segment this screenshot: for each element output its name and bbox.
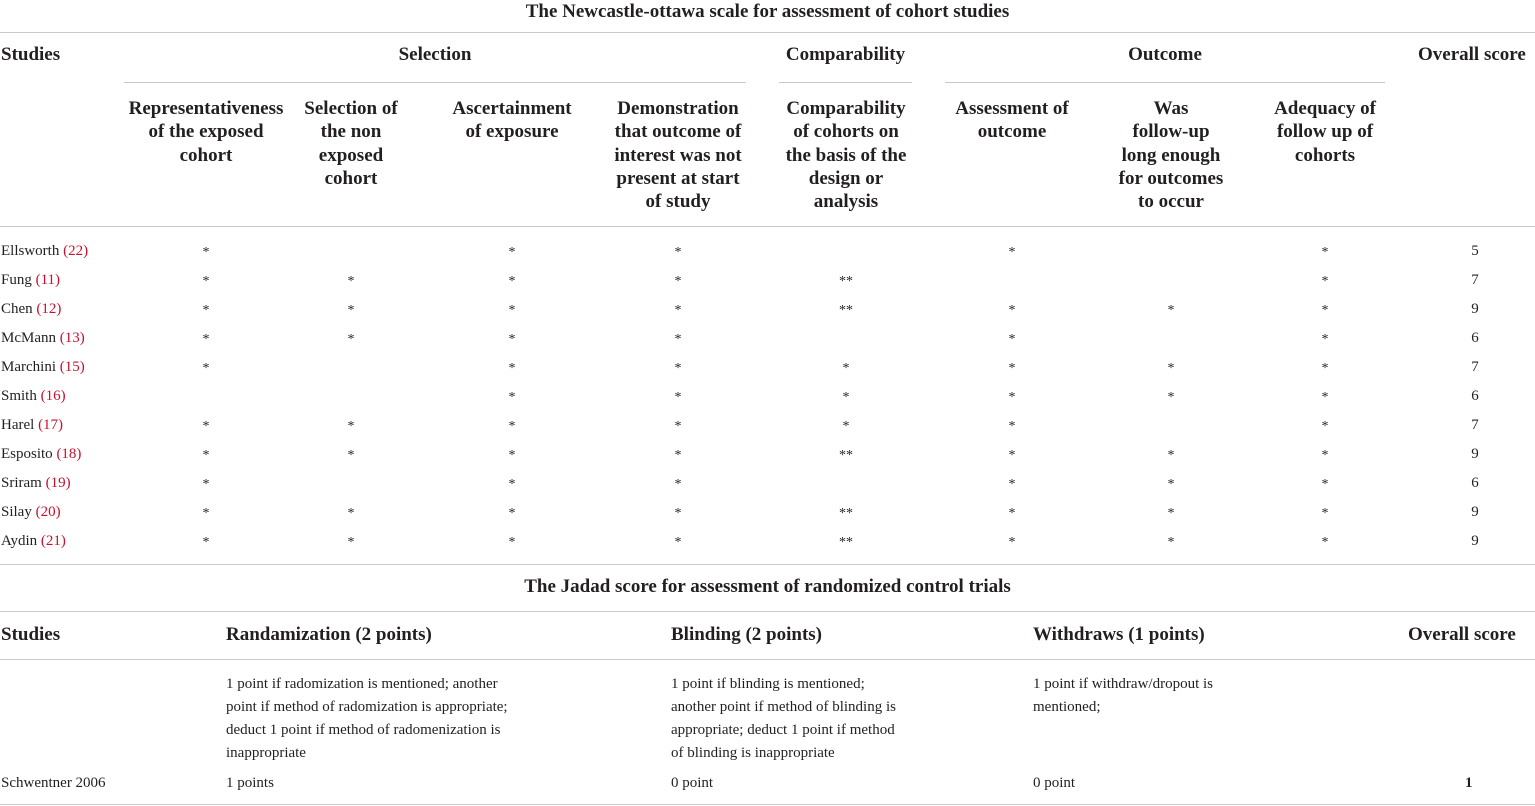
overall-score: 6 <box>1471 330 1479 346</box>
study-author: Ellsworth <box>1 243 60 259</box>
column-header-line: Adequacy of <box>1274 98 1376 119</box>
study-name <box>1 300 61 318</box>
rating-star: * <box>508 303 516 318</box>
study-author: Smith <box>1 388 37 404</box>
column-header-line: of the exposed <box>148 121 264 143</box>
rating-star: * <box>1008 448 1016 463</box>
rating-star: * <box>1008 332 1016 347</box>
rating-star: * <box>347 303 355 318</box>
overall-score: 6 <box>1471 388 1479 404</box>
rating-star: * <box>1008 361 1016 376</box>
study-name <box>1 329 85 347</box>
table-row <box>0 387 1535 416</box>
rating-star: * <box>842 361 850 376</box>
rating-star: * <box>508 419 516 434</box>
criteria-line: point if method of radomization is appropriate; <box>226 699 508 715</box>
column-header <box>129 97 284 167</box>
rating-star: * <box>508 477 516 492</box>
rating-star: * <box>1008 477 1016 492</box>
rating-star: * <box>1167 303 1175 318</box>
nos-overall-score-header: Overall score <box>1418 44 1526 65</box>
rating-star: * <box>842 419 850 434</box>
rating-star: * <box>1321 506 1329 521</box>
nos-table-title: The Newcastle-ottawa scale for assessment of cohort studies <box>525 1 1010 22</box>
rating-star: * <box>508 361 516 376</box>
overall-score: 6 <box>1471 475 1479 491</box>
jadad-randomization-value: 1 points <box>226 775 274 791</box>
column-header-line: design or <box>808 167 884 189</box>
rating-star: * <box>1321 245 1329 260</box>
rating-star: * <box>1321 303 1329 318</box>
rating-star: * <box>674 274 682 289</box>
rating-star: * <box>202 506 210 521</box>
reference-link[interactable]: (12) <box>36 301 62 317</box>
study-name <box>1 416 63 434</box>
divider <box>0 32 1535 33</box>
study-name <box>1 474 71 492</box>
study-author: Silay <box>1 504 32 520</box>
rating-star: * <box>1008 506 1016 521</box>
criteria-line: 1 point if blinding is mentioned; <box>671 676 865 692</box>
column-header-line: Selection of <box>304 98 398 119</box>
group-underline-outcome <box>945 82 1385 83</box>
rating-star: * <box>1321 477 1329 492</box>
rating-star: * <box>508 274 516 289</box>
column-header-line: cohort <box>179 144 233 166</box>
study-name <box>1 242 88 260</box>
column-header-line: analysis <box>813 191 879 213</box>
column-header-line: Was <box>1153 98 1189 119</box>
column-header-line: outcome <box>977 121 1047 143</box>
criteria-line: appropriate; deduct 1 point if method <box>671 722 895 738</box>
table-row <box>0 358 1535 387</box>
overall-score: 5 <box>1471 243 1479 259</box>
jadad-table-title: The Jadad score for assessment of randomized control trials <box>524 576 1011 597</box>
rating-star: * <box>1008 390 1016 405</box>
nos-studies-header: Studies <box>1 44 61 65</box>
rating-star: * <box>674 332 682 347</box>
group-header-comparability: Comparability <box>785 44 906 65</box>
rating-star: * <box>347 506 355 521</box>
rating-star: * <box>1321 361 1329 376</box>
study-name <box>1 387 66 405</box>
rating-star: * <box>1321 419 1329 434</box>
jadad-blinding-header: Blinding (2 points) <box>671 624 822 645</box>
study-author: Sriram <box>1 475 42 491</box>
rating-star: * <box>1167 477 1175 492</box>
study-author: Harel <box>1 417 35 433</box>
column-header-line: to occur <box>1138 191 1204 213</box>
jadad-overall-score-header: Overall score <box>1408 624 1516 645</box>
study-author: McMann <box>1 330 56 346</box>
column-header-line: cohorts <box>1294 144 1356 166</box>
table-row <box>0 416 1535 445</box>
reference-link[interactable]: (11) <box>35 272 61 288</box>
group-header-selection: Selection <box>398 44 472 65</box>
rating-star: * <box>202 274 210 289</box>
reference-link[interactable]: (13) <box>59 330 85 346</box>
column-header-line: exposed <box>318 144 384 166</box>
withdraws-criteria <box>1033 673 1213 719</box>
rating-star: * <box>202 332 210 347</box>
criteria-line: of blinding is inappropriate <box>671 745 835 761</box>
table-row <box>0 532 1535 561</box>
rating-star: * <box>202 361 210 376</box>
column-header <box>614 97 741 213</box>
column-header <box>304 97 397 190</box>
rating-star: * <box>347 274 355 289</box>
column-header-line: for outcomes <box>1118 167 1224 189</box>
rating-star: ** <box>839 506 853 521</box>
criteria-line: inappropriate <box>226 745 306 761</box>
table-row <box>0 271 1535 300</box>
rating-star: * <box>842 390 850 405</box>
rating-star: * <box>674 303 682 318</box>
column-header-line: Comparability <box>786 98 906 119</box>
study-name <box>1 532 66 550</box>
column-header-line: Ascertainment <box>452 98 572 119</box>
rating-star: * <box>202 419 210 434</box>
column-header-line: the non <box>320 121 382 143</box>
rating-star: * <box>508 245 516 260</box>
reference-link[interactable]: (20) <box>35 504 61 520</box>
criteria-line: mentioned; <box>1033 699 1101 715</box>
divider <box>0 564 1535 565</box>
column-header <box>786 97 907 213</box>
rating-star: * <box>674 390 682 405</box>
rating-star: * <box>674 477 682 492</box>
table-row <box>0 300 1535 329</box>
criteria-line: 1 point if withdraw/dropout is <box>1033 676 1213 692</box>
divider <box>0 804 1535 805</box>
rating-star: ** <box>839 303 853 318</box>
reference-link[interactable]: (15) <box>59 359 85 375</box>
column-header <box>1119 97 1224 213</box>
rating-star: ** <box>839 448 853 463</box>
study-name <box>1 271 60 289</box>
rating-star: * <box>347 419 355 434</box>
rating-star: * <box>347 332 355 347</box>
column-header <box>452 97 571 144</box>
divider <box>0 611 1535 612</box>
group-underline-comparability <box>779 82 912 83</box>
rating-star: * <box>508 332 516 347</box>
reference-link[interactable]: (17) <box>38 417 64 433</box>
rating-star: * <box>1167 448 1175 463</box>
rating-star: * <box>202 448 210 463</box>
study-author: Chen <box>1 301 33 317</box>
rating-star: * <box>674 448 682 463</box>
rating-star: * <box>1167 506 1175 521</box>
rating-star: * <box>1321 274 1329 289</box>
divider <box>0 226 1535 227</box>
rating-star: * <box>1321 390 1329 405</box>
randomization-criteria <box>226 673 508 765</box>
jadad-withdraws-value: 0 point <box>1033 775 1076 791</box>
column-header-line: Demonstration <box>617 98 739 119</box>
jadad-withdraws-header: Withdraws (1 points) <box>1033 624 1205 645</box>
rating-star: * <box>202 303 210 318</box>
rating-star: * <box>1167 390 1175 405</box>
column-header-line: long enough <box>1121 144 1221 166</box>
table-row <box>0 503 1535 532</box>
rating-star: * <box>674 419 682 434</box>
reference-link[interactable]: (18) <box>56 446 82 462</box>
rating-star: * <box>1008 535 1016 550</box>
reference-link[interactable]: (19) <box>45 475 71 491</box>
study-author: Esposito <box>1 446 53 462</box>
criteria-line: another point if method of blinding is <box>671 699 896 715</box>
column-header-line: of exposure <box>465 121 559 143</box>
column-header-line: follow-up <box>1132 121 1210 143</box>
jadad-study-name: Schwentner 2006 <box>1 775 106 791</box>
study-name <box>1 358 85 376</box>
study-author: Marchini <box>1 359 56 375</box>
study-author: Aydin <box>1 533 38 549</box>
rating-star: * <box>202 245 210 260</box>
rating-star: ** <box>839 535 853 550</box>
divider <box>0 659 1535 660</box>
group-header-outcome: Outcome <box>1128 44 1202 65</box>
column-header-line: Representativeness <box>128 98 284 119</box>
study-name <box>1 503 61 521</box>
reference-link[interactable]: (16) <box>40 388 66 404</box>
table-row <box>0 329 1535 358</box>
rating-star: * <box>1321 448 1329 463</box>
rating-star: * <box>347 535 355 550</box>
table-row <box>0 474 1535 503</box>
rating-star: * <box>674 506 682 521</box>
table-row <box>0 242 1535 271</box>
column-header-line: of cohorts on <box>793 121 899 143</box>
jadad-randomization-header: Randamization (2 points) <box>226 624 432 645</box>
blinding-criteria <box>671 673 896 765</box>
rating-star: ** <box>839 274 853 289</box>
study-author: Fung <box>1 272 32 288</box>
column-header-line: interest was not <box>614 144 742 166</box>
column-header <box>1274 97 1376 167</box>
rating-star: * <box>674 361 682 376</box>
rating-star: * <box>1008 245 1016 260</box>
reference-link[interactable]: (22) <box>63 243 89 259</box>
column-header <box>955 97 1068 144</box>
rating-star: * <box>508 535 516 550</box>
rating-star: * <box>202 477 210 492</box>
rating-star: * <box>1008 419 1016 434</box>
overall-score: 7 <box>1471 359 1479 375</box>
criteria-line: deduct 1 point if method of radomenization is <box>226 722 501 738</box>
column-header-line: cohort <box>324 167 378 189</box>
reference-link[interactable]: (21) <box>40 533 66 549</box>
group-underline-selection <box>124 82 746 83</box>
study-name <box>1 445 81 463</box>
jadad-blinding-value: 0 point <box>671 775 714 791</box>
column-header-line: follow up of <box>1276 121 1374 143</box>
rating-star: * <box>508 448 516 463</box>
column-header-line: the basis of the <box>785 144 907 166</box>
rating-star: * <box>1008 303 1016 318</box>
rating-star: * <box>1321 332 1329 347</box>
overall-score: 7 <box>1471 417 1479 433</box>
rating-star: * <box>1321 535 1329 550</box>
rating-star: * <box>1167 535 1175 550</box>
jadad-studies-header: Studies <box>1 624 61 645</box>
jadad-overall-value: 1 <box>1465 775 1473 791</box>
rating-star: * <box>508 506 516 521</box>
table-row <box>0 445 1535 474</box>
column-header-line: Assessment of <box>955 98 1069 119</box>
rating-star: * <box>508 390 516 405</box>
rating-star: * <box>202 535 210 550</box>
rating-star: * <box>674 535 682 550</box>
overall-score: 9 <box>1471 301 1479 317</box>
column-header-line: present at start <box>616 167 740 189</box>
overall-score: 7 <box>1471 272 1479 288</box>
rating-star: * <box>1167 361 1175 376</box>
column-header-line: of study <box>645 191 711 213</box>
column-header-line: that outcome of <box>614 121 742 143</box>
rating-star: * <box>347 448 355 463</box>
overall-score: 9 <box>1471 504 1479 520</box>
rating-star: * <box>674 245 682 260</box>
overall-score: 9 <box>1471 446 1479 462</box>
criteria-line: 1 point if radomization is mentioned; another <box>226 676 498 692</box>
overall-score: 9 <box>1471 533 1479 549</box>
